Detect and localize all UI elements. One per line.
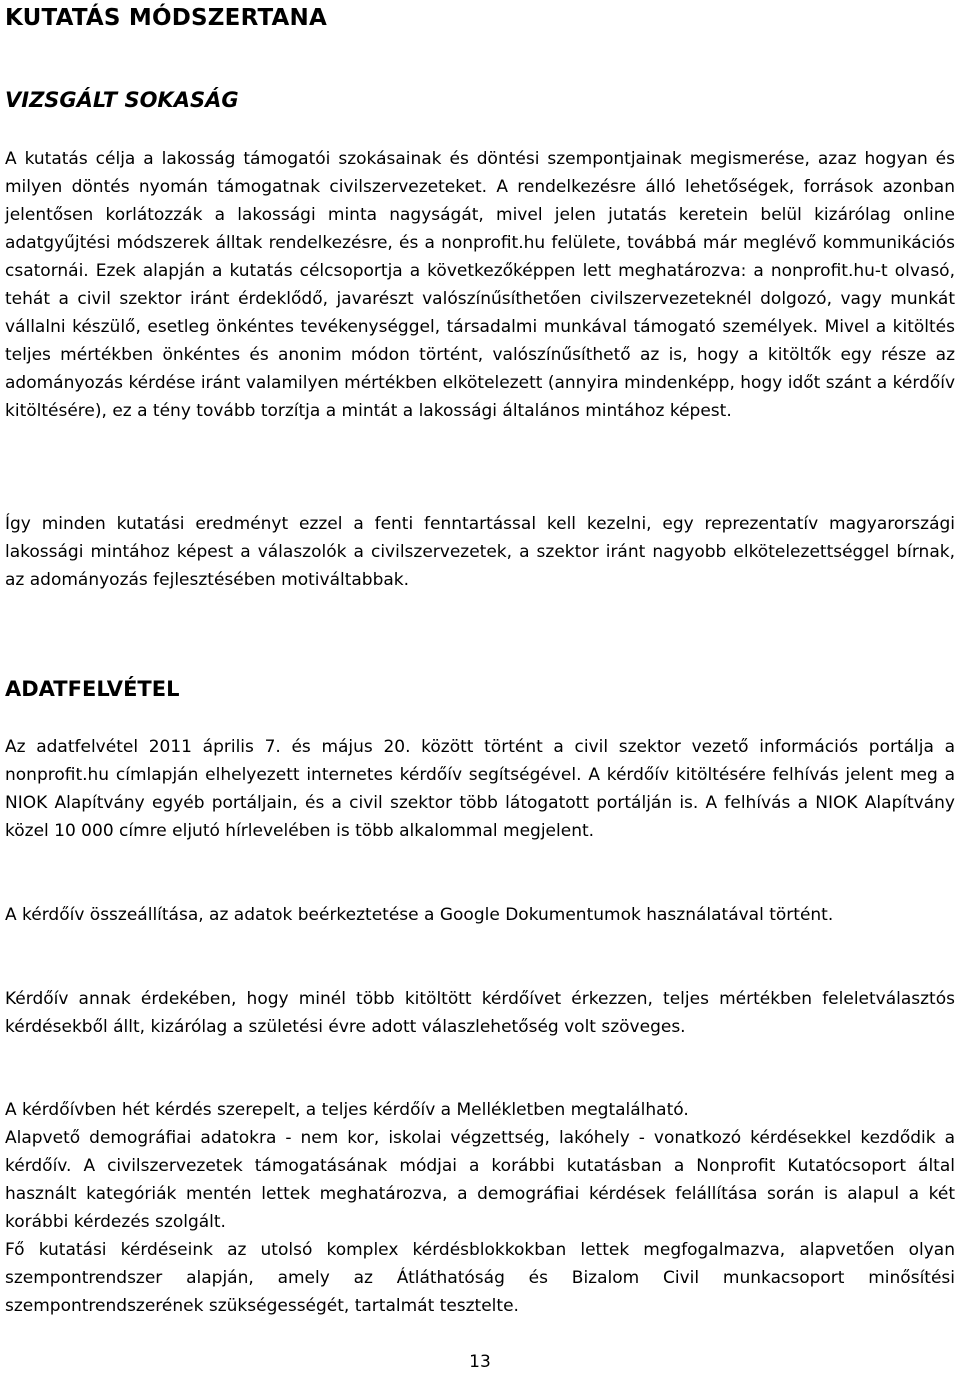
page-number: 13 <box>469 1352 491 1372</box>
paragraph-adatfelvetel-3: Kérdőív annak érdekében, hogy minél több kitöltött kérdőívet érkezzen, teljes mértékben feleletválasztós kérdésekből állt, kizárólag a születési évre adott válaszlehetőség volt szöveges. <box>5 989 955 1037</box>
paragraph-vizsgalt-sokasag-1: A kutatás célja a lakosság támogatói szokásainak és döntési szempontjainak megismerése, azaz hogyan és milyen döntés nyomán támogatnak civilszervezeteket. A rendelkezésre álló lehetőségek, források azonban jelentősen korlátozzák a lakossági minta nagyságát, mivel jelen jutatás keretein belül kizárólag online adatgyűjtési módszerek álltak rendelkezésre, és a nonprofit.hu felülete, továbbá már meglévő kommunikációs csatornái. Ezek alapján a kutatás célcsoportja a következőképpen lett meghatározva: a nonprofit.hu-t olvasó, tehát a civil szektor iránt érdeklődő, javarészt valószínűsíthetően civilszervezeteknél dolgozó, vagy munkát vállalni készülő, esetleg önkéntes tevékenységgel, társadalmi munkával támogató személyek. Mivel a kitöltés teljes mértékben önkéntes és anonim módon történt, valószínűsíthető az is, hogy a kitöltők egy része az adományozás kérdése iránt valamilyen mértékben elkötelezett (annyira mindenképp, hogy időt szánt a kérdőív kitöltésére), ez a tény tovább torzítja a mintát a lakossági általános mintához képest. <box>5 149 955 421</box>
paragraph-adatfelvetel-4: A kérdőívben hét kérdés szerepelt, a teljes kérdőív a Mellékletben megtalálható. <box>5 1100 689 1120</box>
paragraph-adatfelvetel-1: Az adatfelvétel 2011 április 7. és május 20. között történt a civil szektor vezető információs portálja a nonprofit.hu címlapján elhelyezett internetes kérdőív segítségével. A kérdőív kitöltésére felhívás jelent meg a NIOK Alapítvány egyéb portáljain, és a civil szektor több látogatott portálján is. A felhívás a NIOK Alapítvány közel 10 000 címre eljutó hírlevelében is több alkalommal megjelent. <box>5 737 955 841</box>
paragraph-adatfelvetel-5: Alapvető demográfiai adatokra - nem kor, iskolai végzettség, lakóhely - vonatkozó kérdésekkel kezdődik a kérdőív. A civilszervezetek támogatásának módjai a korábbi kutatásban a Nonprofit Kutatócsoport által használt kategóriák mentén lettek meghatározva, a demográfiai kérdések felállítása során is alapul a két korábbi kérdezés szolgált. <box>5 1128 955 1232</box>
paragraph-vizsgalt-sokasag-2: Így minden kutatási eredményt ezzel a fenti fenntartással kell kezelni, egy reprezentatív magyarországi lakossági mintához képest a válaszolók a civilszervezetek, a szektor iránt nagyobb elkötelezettséggel bírnak, az adományozás fejlesztésében motiváltabbak. <box>5 514 955 590</box>
paragraph-adatfelvetel-2: A kérdőív összeállítása, az adatok beérkeztetése a Google Dokumentumok használatával történt. <box>5 905 834 925</box>
paragraph-adatfelvetel-6: Fő kutatási kérdéseink az utolsó komplex kérdésblokkokban lettek megfogalmazva, alapvetően olyan szempontrendszer alapján, amely az Átláthatóság és Bizalom Civil munkacsoport minősítési szempontrendszerének szükségességét, tartalmát tesztelte. <box>5 1240 955 1316</box>
page-title: KUTATÁS MÓDSZERTANA <box>5 5 328 31</box>
section-heading-vizsgalt-sokasag: VIZSGÁLT SOKASÁG <box>5 88 239 112</box>
section-heading-adatfelvetel: ADATFELVÉTEL <box>5 677 180 701</box>
